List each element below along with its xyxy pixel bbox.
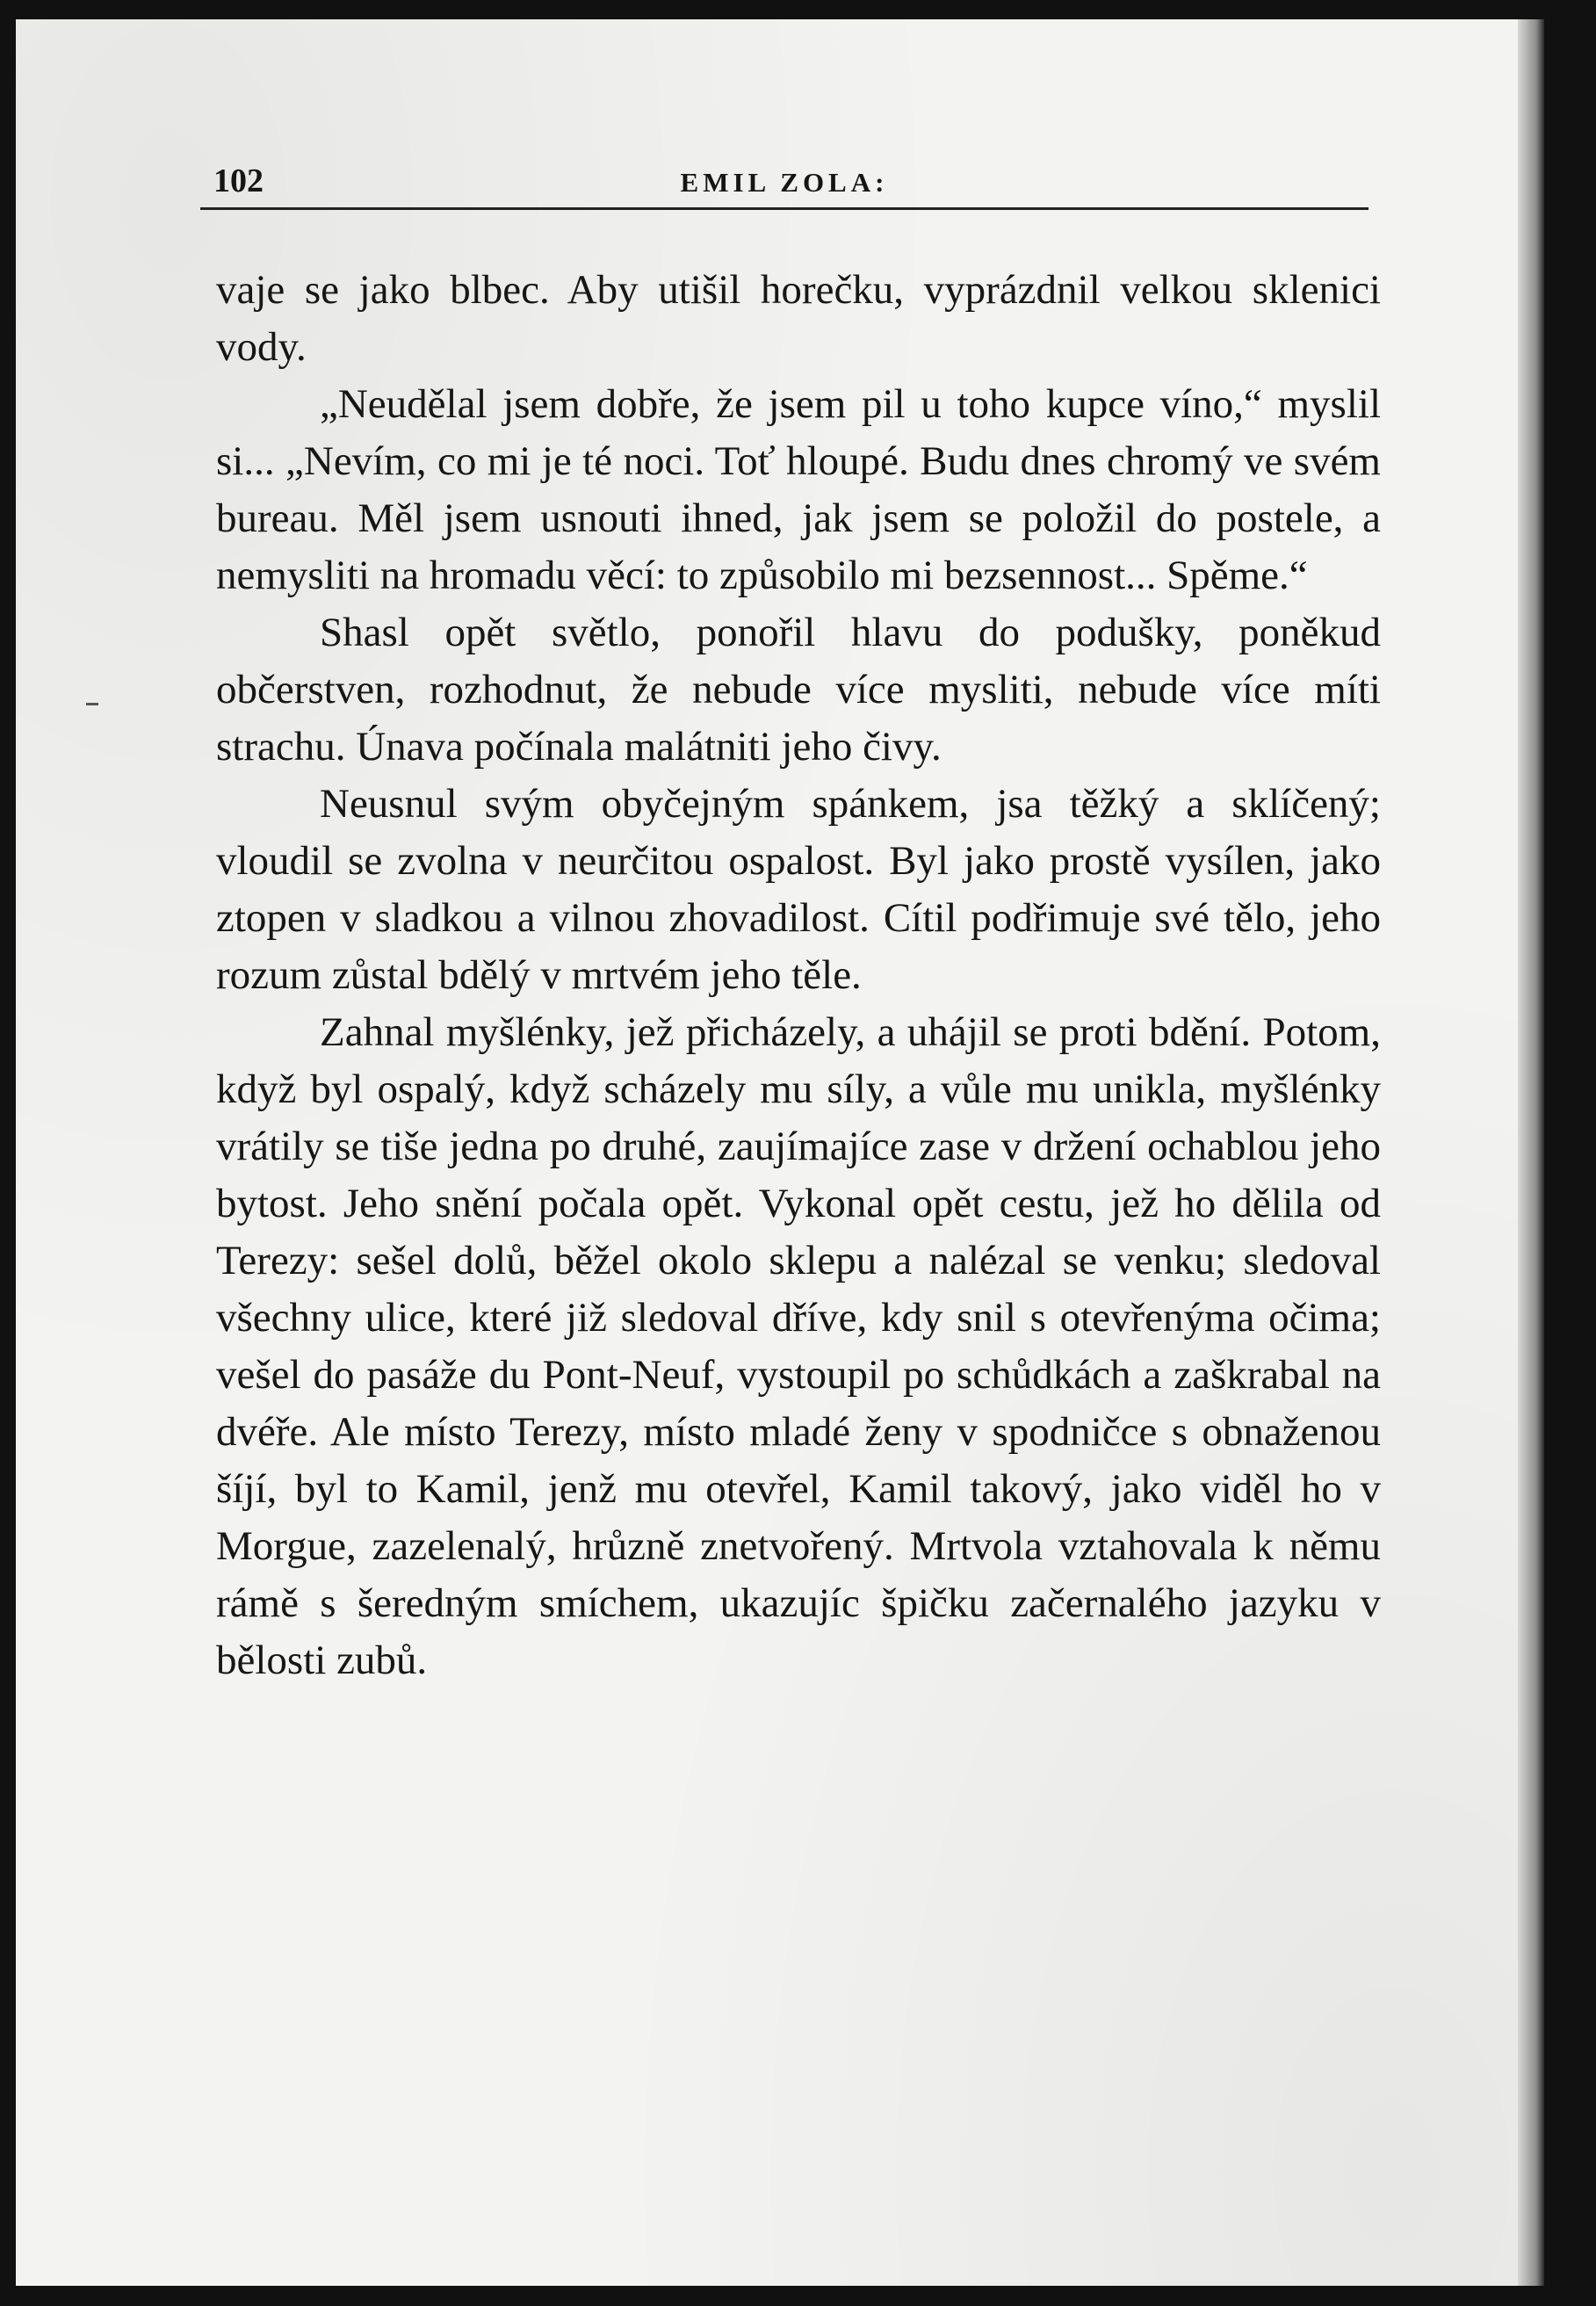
page-number: 102	[213, 163, 264, 199]
paragraph-light-out: Shasl opět světlo, ponořil hlavu do podušky, poněkud občerstven, rozhodnut, že nebude více mysliti, nebude více míti strachu. Únava počínala malátniti jeho čivy.	[216, 610, 1381, 770]
paragraph-dream: Zahnal myšlénky, jež přicházely, a uhájil se proti bdění. Potom, když byl ospalý, když scházely mu síly, a vůle mu unikla, myšlénky vrátily se tiše jedna po druhé, zaujímajíce zase v držení ochablou jeho bytost. Jeho snění počala opět. Vykonal opět cestu, jež ho dělila od Terezy: sešel dolů, běžel okolo sklepu a nalézal se venku; sledoval všechny ulice, které již sledoval dříve, kdy snil s otevřenýma očima; vešel do pasáže du Pont-Neuf, vystoupil po schůdkách a zaškrabal na dvéře. Ale místo Terezy, místo mladé ženy v spodničce s obnaženou šíjí, byl to Kamil, jenž mu otevřel, Kamil takový, jako viděl ho v Morgue, zazelenalý, hrůzně znetvořený. Mrtvola vztahovala k němu rámě s šeredným smíchem, ukazujíc špičku začernalého jazyku v bělosti zubů.	[216, 1009, 1381, 1683]
body-text	[216, 262, 1381, 1689]
page-header	[200, 162, 1369, 210]
paragraph-sleep: Neusnul svým obyčejným spánkem, jsa těžký a sklíčený; vloudil se zvolna v neurčitou ospalost. Byl jako prostě vysílen, jako ztopen v sladkou a vilnou zhovadilost. Cítil podřimuje své tělo, jeho rozum zůstal bdělý v mrtvém jeho těle.	[216, 781, 1381, 998]
paragraph-quote: „Neudělal jsem dobře, že jsem pil u toho kupce víno,“ myslil si... „Nevím, co mi je té noci. Toť hloupé. Budu dnes chromý ve svém bureau. Měl jsem usnouti ihned, jak jsem se položil do postele, a nemysliti na hromadu věcí: to způsobilo mi bezsennost... Spěme.“	[216, 381, 1381, 598]
running-title: EMIL ZOLA:	[680, 167, 889, 198]
margin-mark	[86, 703, 98, 705]
page-binding-edge	[1518, 19, 1544, 2286]
paragraph-continued: vaje se jako blbec. Aby utišil horečku, vyprázdnil velkou sklenici vody.	[216, 267, 1381, 370]
